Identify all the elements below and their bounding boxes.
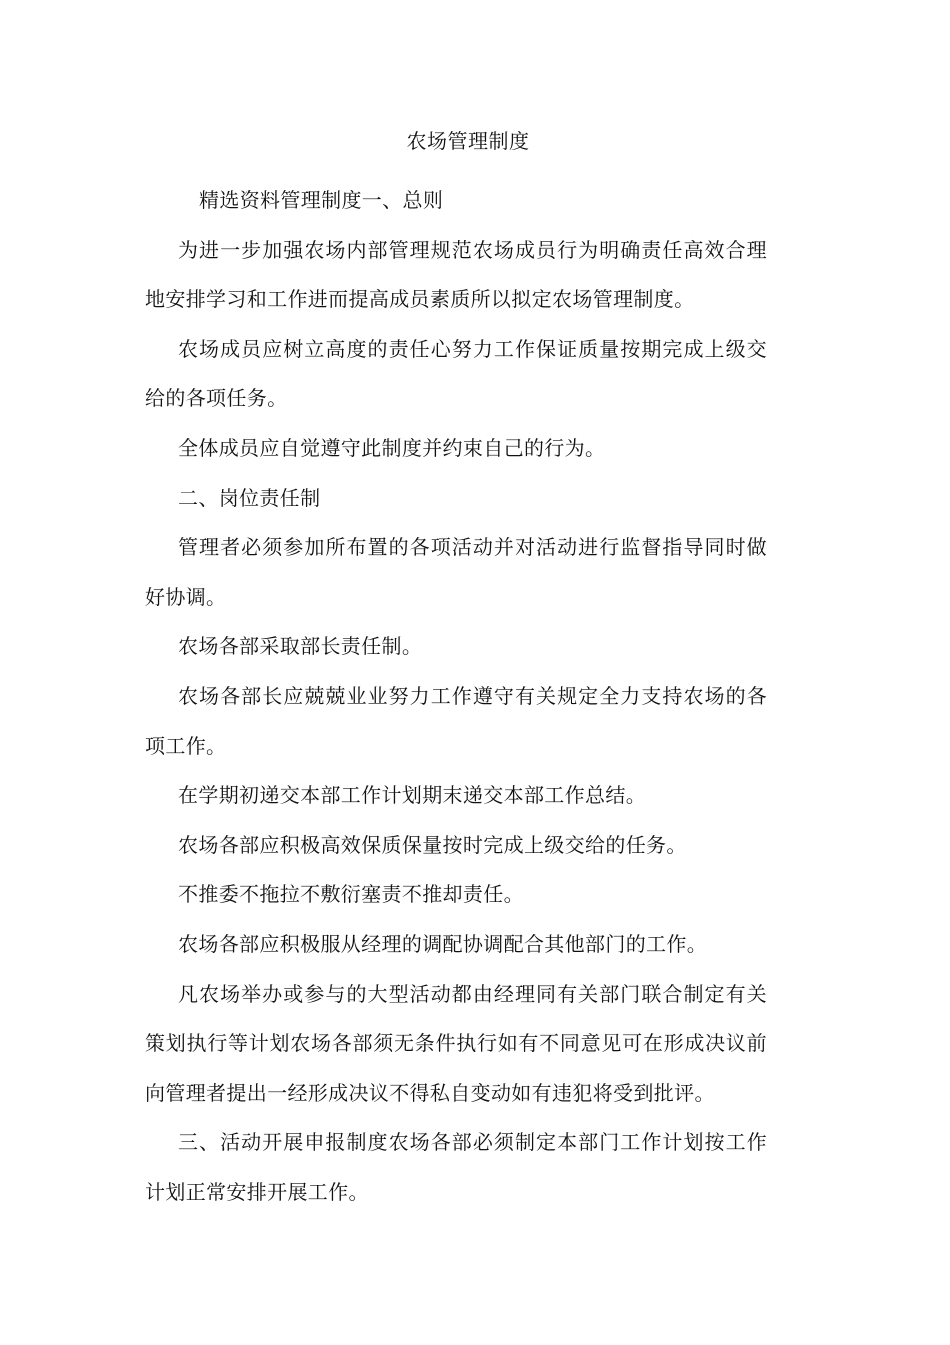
paragraph: 农场各部应积极高效保质保量按时完成上级交给的任务。 <box>178 832 687 857</box>
paragraph: 在学期初递交本部工作计划期末递交本部工作总结。 <box>178 783 647 808</box>
paragraph-subtitle: 精选资料管理制度一、总则 <box>199 188 444 212</box>
paragraph: 农场各部采取部长责任制。 <box>178 634 423 659</box>
paragraph: 农场各部长应兢兢业业努力工作遵守有关规定全力支持农场的各项工作。 <box>145 683 767 758</box>
section-heading: 二、岗位责任制 <box>178 485 321 510</box>
paragraph: 管理者必须参加所布置的各项活动并对活动进行监督指导同时做好协调。 <box>145 535 767 609</box>
paragraph: 为进一步加强农场内部管理规范农场成员行为明确责任高效合理地安排学习和工作进而提高成员素质所以拟定农场管理制度。 <box>145 237 767 312</box>
document-title: 农场管理制度 <box>406 129 530 153</box>
paragraph: 全体成员应自觉遵守此制度并约束自己的行为。 <box>178 435 606 460</box>
document-body <box>145 176 767 1217</box>
paragraph: 凡农场举办或参与的大型活动都由经理同有关部门联合制定有关策划执行等计划农场各部须无条件执行如有不同意见可在形成决议前向管理者提出一经形成决议不得私自变动如有违犯将受到批评。 <box>145 981 767 1105</box>
paragraph: 不推委不拖拉不敷衍塞责不推却责任。 <box>178 882 524 907</box>
paragraph: 农场成员应树立高度的责任心努力工作保证质量按期完成上级交给的各项任务。 <box>145 336 767 411</box>
paragraph: 农场各部应积极服从经理的调配协调配合其他部门的工作。 <box>178 931 708 956</box>
paragraph: 三、活动开展申报制度农场各部必须制定本部门工作计划按工作计划正常安排开展工作。 <box>145 1130 767 1204</box>
